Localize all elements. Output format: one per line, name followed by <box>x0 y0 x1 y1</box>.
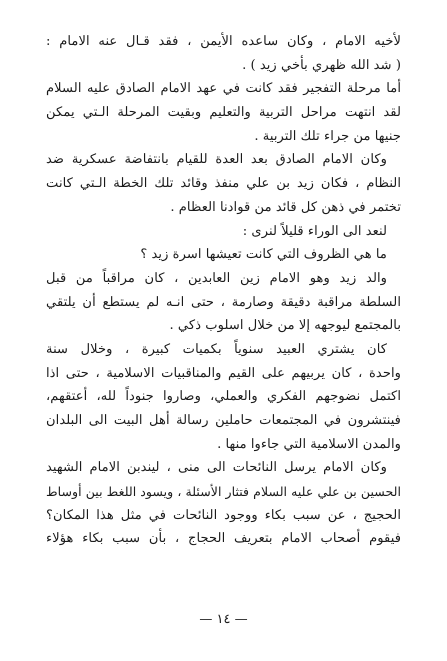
text-line: تختمر في ذهن كل قائد من قوادنا العظام . <box>170 199 401 215</box>
text-line: بالمجتمع ليوجهه إلا من خلال اسلوب ذكي . <box>169 318 401 334</box>
text-line: والمدن الاسلامية التي جاءوا منها . <box>217 436 401 452</box>
text-line: جنيها من جراء تلك التربية . <box>254 128 401 144</box>
text-line: لقد انتهت مراحل التربية والتعليم وبقيت المرحلة الـتي يمكن <box>46 105 401 121</box>
text-line: وكان الامام يرسل النائحات الى منى ، ليندبن الامام الشهيد <box>46 460 387 476</box>
text-line: لأخيه الامام ، وكان ساعده الأيمن ، فقد قـال عنه الامام : <box>46 34 401 49</box>
text-line: ما هي الظروف التي كانت تعيشها اسرة زيد ؟ <box>140 247 387 263</box>
text-line: وكان الامام الصادق بعد العدة للقيام بانتفاضة عسكرية ضد <box>46 152 387 168</box>
text-line: فيقوم أصحاب الامام بتعريف الحجاج ، بأن سبب بكاء هؤلاء <box>46 531 401 547</box>
text-line: فينتشرون في المجتمعات حاملين رسالة أهل البيت الى البلدان <box>46 413 401 428</box>
text-line: الحسين بن علي عليه السلام فتثار الأسئلة ، ويسود اللغط بين أوساط <box>46 484 401 500</box>
text-line: ( شد الله ظهري بأخي زيد ) . <box>242 57 401 73</box>
text-line: النظام ، فكان زيد بن علي منفذ وقائد تلك الخطة الـتي كانت <box>46 176 401 192</box>
text-line: واحدة ، كان يربيهم على القيم والمناقبيات الاسلامية ، حتى اذا <box>46 365 401 381</box>
text-line: لنعد الى الوراء قليلاً لنرى : <box>242 223 387 239</box>
text-line: السلطة مراقبة دقيقة وصارمة ، حتى انـه لم يستطع أن يلتقي <box>46 294 401 310</box>
text-line: اكتمل نضوجهم الفكري والعملي، وصاروا جنوداً لله، أعتقهم، <box>46 389 401 405</box>
page-number: — ١٤ — <box>199 612 248 627</box>
text-line: كان يشتري العبيد سنوياً بكميات كبيرة ، وخلال سنة <box>46 341 387 357</box>
text-line: الحجيج ، عن سبب بكاء ووجود النائحات في مثل هذا المكان؟ <box>46 507 401 523</box>
text-line: والد زيد وهو الامام زين العابدين ، كان مراقباً من قبل <box>46 270 387 286</box>
text-line: أما مرحلة التفجير فقد كانت في عهد الامام الصادق عليه السلام <box>46 81 401 97</box>
body-text <box>46 30 401 551</box>
